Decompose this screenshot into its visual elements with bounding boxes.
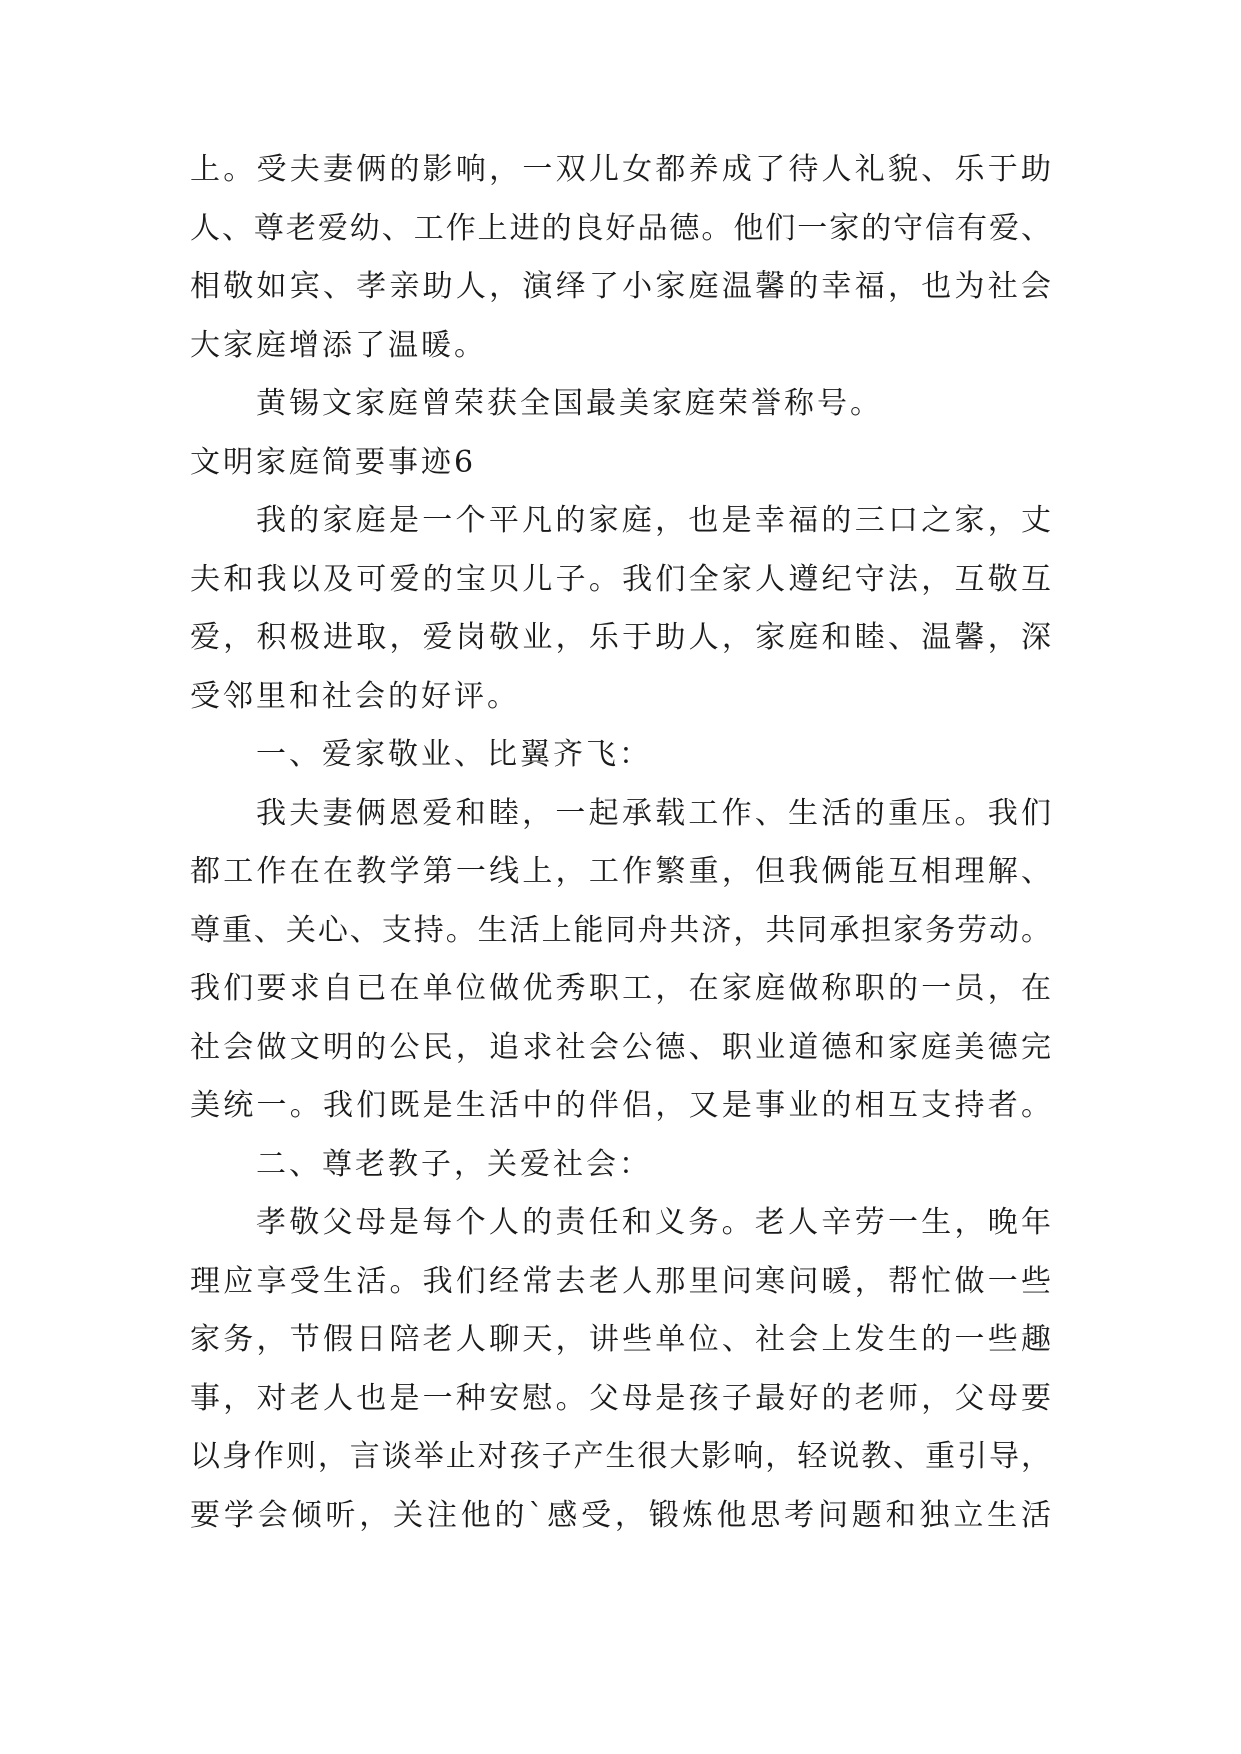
text-line: 要学会倾听，关注他的`感受，锻炼他思考问题和独立生活 xyxy=(190,1497,1052,1533)
text-line: 受邻里和社会的好评。 xyxy=(190,678,520,714)
text-line: 我夫妻俩恩爱和睦，一起承载工作、生活的重压。我们 xyxy=(256,795,1052,831)
text-line: 家务，节假日陪老人聊天，讲些单位、社会上发生的一些趣 xyxy=(190,1322,1052,1357)
paragraph xyxy=(190,1194,1052,1545)
text-line: 夫和我以及可爱的宝贝儿子。我们全家人遵纪守法，互敬互 xyxy=(190,561,1052,597)
text-line: 社会做文明的公民，追求社会公德、职业道德和家庭美德完 xyxy=(190,1029,1052,1065)
text-line: 都工作在在教学第一线上，工作繁重，但我俩能互相理解、 xyxy=(190,854,1052,889)
text-line: 大家庭增添了温暖。 xyxy=(190,327,487,363)
text-line: 上。受夫妻俩的影响，一双儿女都养成了待人礼貌、乐于助 xyxy=(190,152,1052,187)
paragraph xyxy=(190,141,1052,375)
section-heading xyxy=(190,434,1052,493)
text-line: 黄锡文家庭曾荣获全国最美家庭荣誉称号。 xyxy=(256,386,883,421)
document-body xyxy=(190,141,1052,1545)
subheading-text: 二、尊老教子，关爱社会： xyxy=(256,1146,652,1182)
paragraph xyxy=(190,492,1052,726)
subheading-text: 一、爱家敬业、比翼齐飞： xyxy=(256,737,652,772)
subheading xyxy=(190,1136,1052,1195)
text-line: 人、尊老爱幼、工作上进的良好品德。他们一家的守信有爱、 xyxy=(190,210,1052,246)
paragraph xyxy=(190,375,1052,434)
text-line: 爱，积极进取，爱岗敬业，乐于助人，家庭和睦、温馨，深 xyxy=(190,620,1052,655)
text-line: 尊重、关心、支持。生活上能同舟共济，共同承担家务劳动。 xyxy=(190,912,1052,948)
text-line: 我们要求自已在单位做优秀职工，在家庭做称职的一员，在 xyxy=(190,971,1052,1006)
text-line: 相敬如宾、孝亲助人，演绎了小家庭温馨的幸福，也为社会 xyxy=(190,269,1052,304)
text-line: 我的家庭是一个平凡的家庭，也是幸福的三口之家，丈 xyxy=(256,503,1052,538)
text-line: 美统一。我们既是生活中的伴侣，又是事业的相互支持者。 xyxy=(190,1088,1052,1123)
paragraph xyxy=(190,785,1052,1136)
subheading xyxy=(190,726,1052,785)
text-line: 孝敬父母是每个人的责任和义务。老人辛劳一生，晚年 xyxy=(256,1205,1052,1240)
text-line: 理应享受生活。我们经常去老人那里问寒问暖，帮忙做一些 xyxy=(190,1263,1052,1299)
text-line: 以身作则，言谈举止对孩子产生很大影响，轻说教、重引导， xyxy=(190,1439,1052,1474)
heading-text: 文明家庭简要事迹6 xyxy=(190,444,477,480)
text-line: 事，对老人也是一种安慰。父母是孩子最好的老师，父母要 xyxy=(190,1380,1052,1416)
